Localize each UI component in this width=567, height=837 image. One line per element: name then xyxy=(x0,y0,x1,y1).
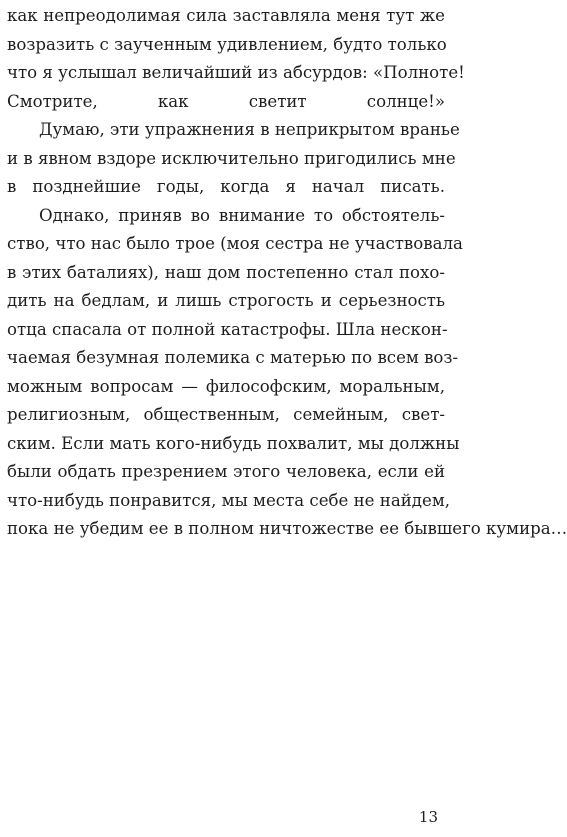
paragraph xyxy=(7,202,567,544)
text-line: пока не убедим ее в полном ничтожестве ее бывшего кумира… xyxy=(7,519,567,538)
text-line: дить на бедлам, и лишь строгость и серьезность xyxy=(7,291,445,310)
text-line: как непреодолимая сила заставляла меня тут же xyxy=(7,6,445,25)
body-text xyxy=(7,2,567,544)
text-line: Однако, приняв во внимание то обстоятель- xyxy=(39,205,445,225)
paragraph xyxy=(7,2,465,116)
text-line: в этих баталиях), наш дом постепенно стал похо- xyxy=(7,262,445,282)
text-line: чаемая безумная полемика с матерью по всем воз- xyxy=(7,348,459,367)
text-line: ским. Если мать кого-нибудь похвалит, мы должны xyxy=(7,433,460,453)
text-line: возразить с заученным удивлением, будто только xyxy=(7,34,447,54)
text-line: отца спасала от полной катастрофы. Шла нескон- xyxy=(7,319,448,339)
text-line: и в явном вздоре исключительно пригодились мне xyxy=(7,148,456,168)
text-line: что я услышал величайший из абсурдов: «Полноте! xyxy=(7,63,465,82)
page-number: 13 xyxy=(418,808,438,826)
text-line: что-нибудь понравится, мы места себе не найдем, xyxy=(7,490,451,510)
text-line: в позднейшие годы, когда я начал писать. xyxy=(7,177,445,196)
text-line: Думаю, эти упражнения в неприкрытом вранье xyxy=(39,120,460,139)
text-line: ство, что нас было трое (моя сестра не участвовала xyxy=(7,234,463,253)
text-line: были обдать презрением этого человека, если ей xyxy=(7,462,445,481)
text-line: религиозным, общественным, семейным, свет- xyxy=(7,405,445,424)
document-page xyxy=(7,2,567,544)
paragraph xyxy=(7,116,460,202)
text-line: можным вопросам — философским, моральным, xyxy=(7,376,445,396)
text-line: Смотрите, как светит солнце!» xyxy=(7,91,445,111)
